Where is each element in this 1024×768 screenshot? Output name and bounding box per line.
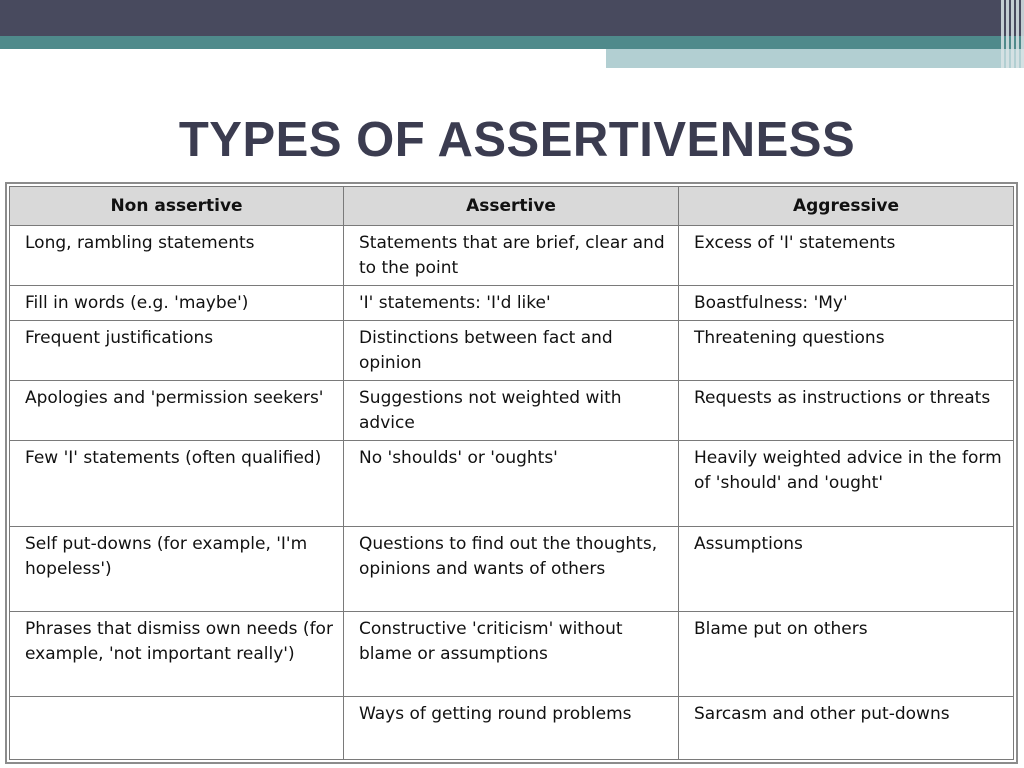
header-band-dark [0,0,1024,36]
table-cell: Assumptions [679,527,1014,612]
header-band-light [606,49,1024,68]
table-cell: Sarcasm and other put-downs [679,697,1014,760]
table-cell: Excess of 'I' statements [679,226,1014,286]
table-cell: Few 'I' statements (often qualified) [10,441,344,527]
table-cell: Frequent justifications [10,321,344,381]
table-cell: Requests as instructions or threats [679,381,1014,441]
table-row [10,697,1014,760]
column-header-aggressive: Aggressive [679,187,1014,226]
table-header-row [10,187,1014,226]
table-cell: Suggestions not weighted with advice [344,381,679,441]
table-cell: Distinctions between fact and opinion [344,321,679,381]
table-cell: No 'shoulds' or 'oughts' [344,441,679,527]
table-cell: Ways of getting round problems [344,697,679,760]
table-cell-empty [10,697,344,760]
header-band-teal [0,36,1024,49]
column-header-assertive: Assertive [344,187,679,226]
column-header-non-assertive: Non assertive [10,187,344,226]
table-row [10,321,1014,381]
table-cell: Statements that are brief, clear and to the point [344,226,679,286]
table-row [10,441,1014,527]
table-cell: Fill in words (e.g. 'maybe') [10,286,344,321]
assertiveness-table [9,186,1014,760]
table-cell: Constructive 'criticism' without blame or assumptions [344,612,679,697]
table-cell: Questions to find out the thoughts, opinions and wants of others [344,527,679,612]
slide-title: TYPES OF ASSERTIVENESS [178,113,856,167]
table-cell: Long, rambling statements [10,226,344,286]
assertiveness-table-frame [5,182,1018,764]
table-cell: Heavily weighted advice in the form of 'should' and 'ought' [679,441,1014,527]
table-cell: Boastfulness: 'My' [679,286,1014,321]
table-row [10,527,1014,612]
table-cell: Threatening questions [679,321,1014,381]
table-row [10,612,1014,697]
table-row [10,286,1014,321]
table-cell: 'I' statements: 'I'd like' [344,286,679,321]
header-stripes [994,0,1024,68]
table-row [10,381,1014,441]
table-cell: Phrases that dismiss own needs (for example, 'not important really') [10,612,344,697]
table-cell: Self put-downs (for example, 'I'm hopeless') [10,527,344,612]
table-cell: Blame put on others [679,612,1014,697]
table-row [10,226,1014,286]
table-cell: Apologies and 'permission seekers' [10,381,344,441]
